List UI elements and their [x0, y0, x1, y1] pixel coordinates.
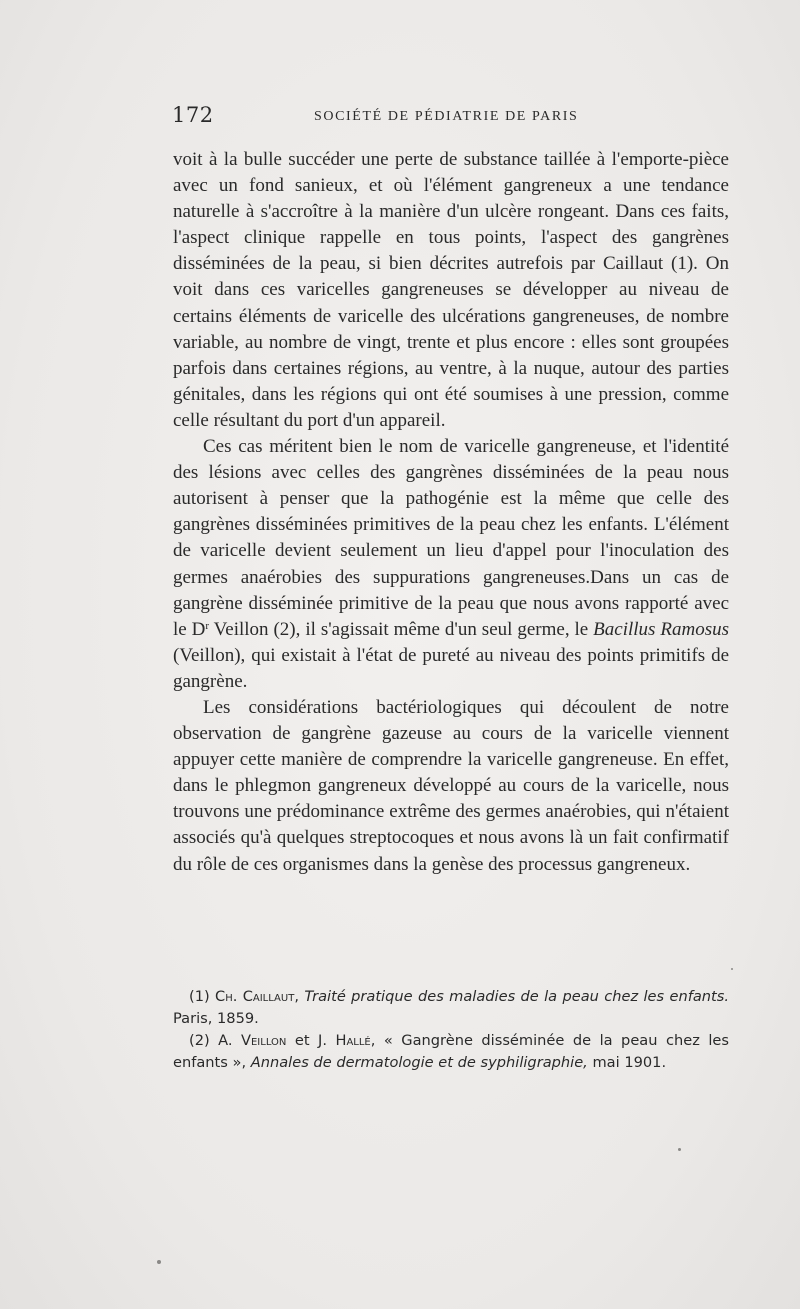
- paper-speck: [678, 1148, 681, 1151]
- footnote-2-article-title: « Gangrène disséminée de la peau chez les enfants »,: [173, 1032, 729, 1071]
- page-header: [172, 103, 732, 129]
- footnote-2: [173, 1030, 729, 1074]
- paragraph-2-text-a: Ces cas méritent bien le nom de varicelle gangreneuse, et l'identité des lésions avec celles des gangrènes disséminées de la peau nous autorisent à penser que la pathogénie est la même que celle des gangrènes disséminées primitives de la peau chez les enfants. L'élément de varicelle devient seulement un lieu d'appel pour l'inoculation des germes anaérobies des suppurations gangreneuses.Dans un cas de gangrène disséminée primitive de la peau que nous avons rapporté avec le D: [173, 436, 729, 640]
- footnote-1-author: Ch. Caillaut,: [215, 988, 299, 1005]
- footnote-1-place-year: Paris, 1859.: [173, 1010, 259, 1027]
- running-head: SOCIÉTÉ DE PÉDIATRIE DE PARIS: [314, 109, 579, 124]
- paragraph-1-text: voit à la bulle succéder une perte de substance taillée à l'emporte-pièce avec un fond sanieux, et où l'élément gangreneux a une tendance naturelle à s'accroître à la manière d'un ulcère rongeant. Dans ces faits, l'aspect clinique rappelle en tous points, l'aspect des gangrènes disséminées de la peau, si bien décrites autrefois par Caillaut (1). On voit dans ces varicelles gangreneuses se développer au niveau de certains éléments de varicelle des ulcérations gangreneuses, de nombre variable, au nombre de vingt, trente et plus encore : elles sont groupées parfois dans certaines régions, au ventre, à la nuque, autour des parties génitales, dans les régions qui ont été soumises à une pression, comme celle résultant du port d'un appareil.: [173, 149, 729, 431]
- bacillus-name: Bacillus Ramosus: [593, 618, 729, 640]
- footnote-2-journal: Annales de dermatologie et de syphiligraphie,: [250, 1054, 588, 1071]
- doctor-superscript: r: [205, 619, 210, 632]
- paragraph-2: [173, 434, 729, 695]
- footnote-1: [173, 986, 729, 1030]
- footnote-1-title: Traité pratique des maladies de la peau chez les enfants.: [304, 988, 729, 1005]
- paragraph-1: [173, 147, 729, 434]
- footnotes: [173, 986, 729, 1074]
- paragraph-3-text: Les considérations bactériologiques qui découlent de notre observation de gangrène gazeuse au cours de la varicelle viennent appuyer cette manière de comprendre la varicelle gangreneuse. En effet, dans le phlegmon gangreneux développé au cours de la varicelle, nous trouvons une prédominance extrême des germes anaérobies, qui n'étaient associés qu'à quelques streptocoques et nous avons là un fait confirmatif du rôle de ces organismes dans la genèse des processus gangreneux.: [173, 696, 729, 875]
- paragraph-2-text-b: Veillon (2), il s'agissait même d'un seul germe, le: [209, 618, 594, 640]
- footnote-1-number: (1): [189, 988, 216, 1005]
- footnote-2-number: (2): [189, 1032, 219, 1049]
- footnote-2-and: et: [286, 1032, 319, 1049]
- paragraph-2-text-c: (Veillon), qui existait à l'état de pureté au niveau des points primitifs de gangrène.: [173, 644, 729, 692]
- footnote-2-author-2: J. Hallé,: [318, 1032, 376, 1049]
- body-text: [173, 147, 729, 878]
- footnote-2-date: mai 1901.: [587, 1054, 667, 1071]
- page-number: 172: [172, 103, 214, 127]
- paper-speck: [731, 968, 733, 970]
- paper-speck: [157, 1260, 161, 1264]
- footnote-2-author-1: A. Veillon: [218, 1032, 287, 1049]
- paragraph-3: [173, 695, 729, 878]
